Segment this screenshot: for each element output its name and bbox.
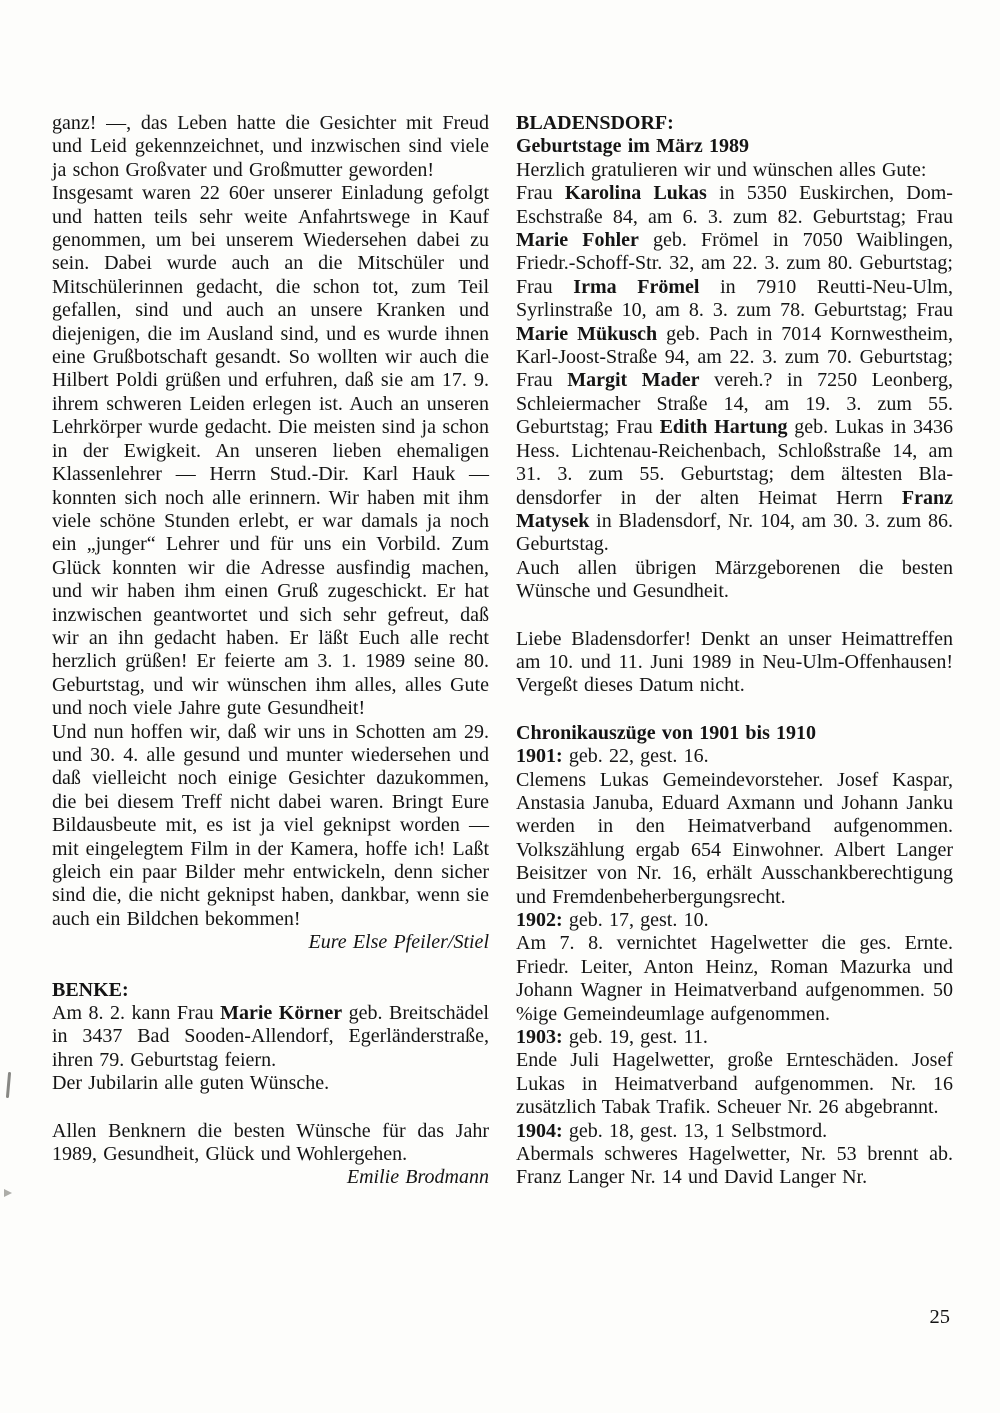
paragraph	[516, 1143, 953, 1190]
body-text: Herzlich gratulieren wir und wünschen alles Gute:	[516, 158, 927, 181]
paragraph	[516, 182, 953, 557]
signature: Eure Else Pfeiler/Stiel	[308, 931, 489, 954]
bold-name-text: 1901:	[516, 745, 563, 768]
paragraph	[516, 1049, 953, 1119]
body-text: Und nun hoffen wir, daß wir uns in Schotten am 29. und 30. 4. alle gesund und munter wiedersehen und daß vielleicht noch einige Gesichter dazukommen, die bei diesem Treff nicht dabei waren. Bringt Eure Bildausbeute mit, es ist ja viel geknipst worden — mit eingelegtem Film in der Kamera, hoffe ich! Laßt gleich ein paar Bilder mehr entwickeln, denn sicher sind die, die nicht geknipst haben, dankbar, wenn sie auch ein Bildchen bekommen!	[52, 720, 489, 930]
body-text: Liebe Bladensdorfer! Denkt an unser Heimattreffen am 10. und 11. Juni 1989 in Neu-Ulm-Offenhausen! Vergeßt dieses Datum nicht.	[516, 627, 953, 697]
text-column-left	[52, 112, 489, 1190]
bold-name-text: 1904:	[516, 1119, 563, 1142]
body-text: geb. 17, gest. 10.	[562, 909, 709, 931]
scan-artifact-wedge	[4, 1189, 12, 1197]
paragraph-gap	[52, 1096, 489, 1120]
body-text: Allen Benknern die besten Wünsche für das Jahr 1989, Gesundheit, Glück und Wohlergehen.	[52, 1119, 489, 1166]
bold-name-text: Margit Mader	[567, 369, 700, 392]
paragraph	[516, 932, 953, 1026]
body-text: geb. 18, gest. 13, 1 Selbstmord.	[562, 1119, 828, 1142]
text-column-right	[516, 112, 953, 1190]
body-text: Clemens Lukas Gemeindevorsteher. Josef Kaspar, Anstasia Januba, Eduard Axmann und Johann Janku werden in den Heimatverband aufgenommen. Volkszählung ergab 654 Einwohner. Albert Langer Beisitzer von Nr. 16, erhält Ausschankberechtigung und Fremdenbeherbergungsrecht.	[516, 768, 953, 908]
paragraph	[516, 1120, 953, 1143]
paragraph	[516, 769, 953, 909]
paragraph	[516, 745, 953, 768]
paragraph	[52, 1119, 489, 1189]
bold-name-text: 1902:	[516, 909, 563, 931]
body-text: Am 8. 2. kann Frau	[52, 1002, 221, 1025]
body-text: geb. 22, gest. 16.	[562, 745, 709, 768]
body-text: Frau	[516, 182, 565, 205]
body-text: Abermals schweres Hagelwetter, Nr. 53 brennt ab. Franz Langer Nr. 14 und David Langer Nr.	[516, 1143, 953, 1189]
page-number: 25	[929, 1306, 950, 1328]
body-text: Der Jubilarin alle guten Wünsche.	[52, 1072, 330, 1095]
section-heading: Geburtstage im März 1989	[516, 135, 749, 158]
paragraph	[516, 628, 953, 698]
paragraph-gap	[52, 955, 489, 979]
body-text: Insgesamt waren 22 60er unserer Einladung gefolgt und hatten teils sehr weite Anfahrtswege in Kauf genommen, um bei unserem Wiedersehen dabei zu sein. Dabei wurde auch an die Mitschüler und Mitschülerinnen gedacht, die schon tot, zum Teil gefallen, sind und auch an unsere Kranken und diejenigen, die im Ausland sind, und es wurde ihnen eine Grußbotschaft gesandt. So wollten wir auch die Hilbert Poldi grüßen und erfuhren, daß sie am 17. 9. ihrem schweren Leiden erlegen ist. Auch an unseren Lehrkörper wurde gedacht. Die meisten sind ja schon in der Ewigkeit. An unseren lieben ehemaligen Klassenlehrer — Herrn Stud.-Dir. Karl Hauk — konnten sich noch alle erinnern. Wir haben mit ihm viele schöne Stunden erlebt, er war damals ja noch ein „junger“ Lehrer und für uns ein Vorbild. Zum Glück konnten wir die Adresse ausfindig machen, und wir haben ihm einen Gruß zugeschickt. Er hat inzwischen geantwortet und sich sehr gefreut, daß wir an ihn gedacht haben. Er läßt Euch alle recht herzlich grüßen! Er feierte am 3. 1. 1989 seine 80. Geburtstag, und wir wünschen ihm alles, alles Gute und noch viele Jahre gute Gesundheit!	[52, 182, 489, 720]
paragraph-gap	[516, 698, 953, 722]
paragraph	[516, 159, 953, 182]
body-text: ganz! —, das Leben hatte die Gesichter mit Freud und Leid gekennzeichnet, und inzwischen sind viele ja schon Großvater und Großmutter geworden!	[52, 112, 489, 181]
bold-name-text: Marie Körner	[220, 1002, 343, 1025]
body-text: Auch allen übrigen Märzgeborenen die besten Wünsche und Gesundheit.	[516, 556, 953, 603]
body-text: geb. Breitschädel in 3437 Bad Sooden-Allendorf, Egerländerstraße, ihren 79. Geburtstag feiern.	[52, 1002, 489, 1071]
body-text: geb. Lukas in 3436 Hess. Lichtenau-Reichenbach, Schloßstraße 14, am 31. 3. zum 55. Geburtstag; dem ältesten Bladensdorfer in der alten Heimat Herrn	[516, 416, 953, 509]
paragraph	[52, 721, 489, 932]
bold-name-text: Marie Fohler	[516, 229, 639, 252]
bold-name-text: Karolina Lukas	[564, 182, 707, 205]
body-text: geb. Pach in 7014 Kornwestheim, Karl-Joost-Straße 94, am 22. 3. zum 70. Geburtstag; Frau	[516, 322, 953, 392]
bold-name-text: Edith Hartung	[659, 416, 788, 439]
paragraph	[516, 909, 953, 932]
body-text: geb. Frömel in 7050 Waiblingen, Friedr.-Schoff-Str. 32, am 22. 3. zum 80. Geburtstag; Frau	[516, 229, 954, 298]
paragraph	[52, 1002, 489, 1072]
paragraph	[52, 112, 489, 182]
body-text: Ende Juli Hagelwetter, große Ernteschäden. Josef Lukas in Heimatverband aufgenommen. Nr. 16 zusätzlich Tabak Trafik. Scheuer Nr. 26 abgebrannt.	[516, 1049, 953, 1119]
scan-artifact-stroke	[6, 1072, 11, 1098]
bold-name-text: 1903:	[516, 1026, 563, 1049]
body-text: vereh.? in 7250 Leonberg, Schleiermacher Straße 14, am 19. 3. zum 55. Geburtstag; Frau	[516, 369, 953, 439]
body-text: in 5350 Euskirchen, Dom-Eschstraße 84, am 6. 3. zum 82. Geburtstag; Frau	[516, 182, 953, 228]
paragraph-gap	[516, 604, 953, 628]
bold-name-text: Marie Mükusch	[516, 322, 658, 345]
body-text: in Bladensdorf, Nr. 104, am 30. 3. zum 86. Geburtstag.	[516, 509, 953, 556]
body-text: geb. 19, gest. 11.	[562, 1026, 708, 1049]
section-heading: BLADENSDORF:	[516, 112, 674, 134]
section-heading: BENKE:	[52, 978, 129, 1001]
bold-name-text: Franz Matysek	[516, 486, 953, 532]
body-text: Am 7. 8. vernichtet Hagelwetter die ges. Ernte. Friedr. Leiter, Anton Heinz, Roman Mazurka und Johann Wagner in Heimatverband aufgenommen. 50 %ige Gemeindeumlage aufgenommen.	[516, 932, 953, 1025]
paragraph	[516, 1026, 953, 1049]
paragraph	[52, 182, 489, 720]
section-heading: Chronikauszüge von 1901 bis 1910	[516, 721, 817, 744]
body-text: in 7910 Reutti-Neu-Ulm, Syrlinstraße 10, am 8. 3. zum 78. Geburtstag; Frau	[516, 275, 953, 322]
paragraph	[52, 1072, 489, 1095]
signature: Emilie Brodmann	[346, 1166, 489, 1189]
paragraph	[516, 557, 953, 604]
bold-name-text: Irma Frömel	[573, 275, 700, 298]
